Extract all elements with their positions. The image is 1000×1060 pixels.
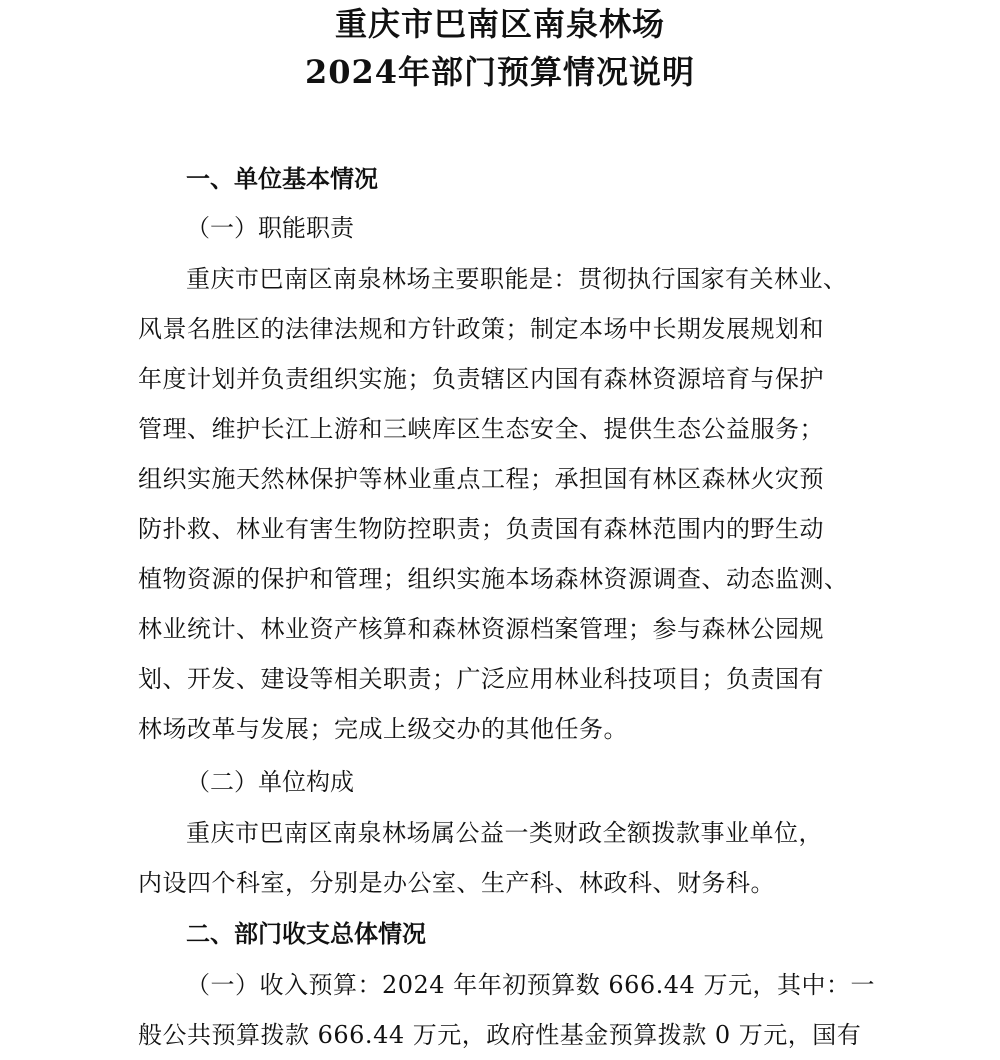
composition-paragraph	[138, 808, 898, 908]
paragraph-line: 植物资源的保护和管理；组织实施本场森林资源调查、动态监测、	[138, 565, 849, 593]
section-heading-unit-basics: 一、单位基本情况	[186, 164, 378, 193]
subsection-heading-composition: （二）单位构成	[186, 768, 354, 796]
paragraph-line: （一）收入预算：2024 年年初预算数 666.44 万元，其中：一	[186, 971, 875, 999]
paragraph-line: 林场改革与发展；完成上级交办的其他任务。	[138, 715, 628, 743]
paragraph-line: 重庆市巴南区南泉林场主要职能是：贯彻执行国家有关林业、	[186, 265, 848, 293]
subsection-heading-duties: （一）职能职责	[186, 214, 354, 242]
income-budget-paragraph	[138, 960, 898, 1060]
paragraph-line: 林业统计、林业资产核算和森林资源档案管理；参与森林公园规	[138, 615, 824, 643]
paragraph-line: 重庆市巴南区南泉林场属公益一类财政全额拨款事业单位，	[186, 819, 823, 847]
document-title-line-1: 重庆市巴南区南泉林场	[334, 5, 665, 43]
paragraph-line: 划、开发、建设等相关职责；广泛应用林业科技项目；负责国有	[138, 665, 824, 693]
paragraph-line: 年度计划并负责组织实施；负责辖区内国有森林资源培育与保护	[138, 365, 824, 393]
duties-paragraph	[138, 254, 898, 754]
paragraph-line: 般公共预算拨款 666.44 万元，政府性基金预算拨款 0 万元，国有	[138, 1021, 862, 1049]
paragraph-line: 内设四个科室，分别是办公室、生产科、林政科、财务科。	[138, 869, 775, 897]
paragraph-line: 管理、维护长江上游和三峡库区生态安全、提供生态公益服务；	[138, 415, 824, 443]
paragraph-line: 组织实施天然林保护等林业重点工程；承担国有林区森林火灾预	[138, 465, 824, 493]
paragraph-line: 风景名胜区的法律法规和方针政策；制定本场中长期发展规划和	[138, 315, 824, 343]
paragraph-line: 防扑救、林业有害生物防控职责；负责国有森林范围内的野生动	[138, 515, 824, 543]
document-title-line-2: 2024年部门预算情况说明	[304, 53, 696, 91]
section-heading-budget-overview: 二、部门收支总体情况	[186, 919, 426, 948]
